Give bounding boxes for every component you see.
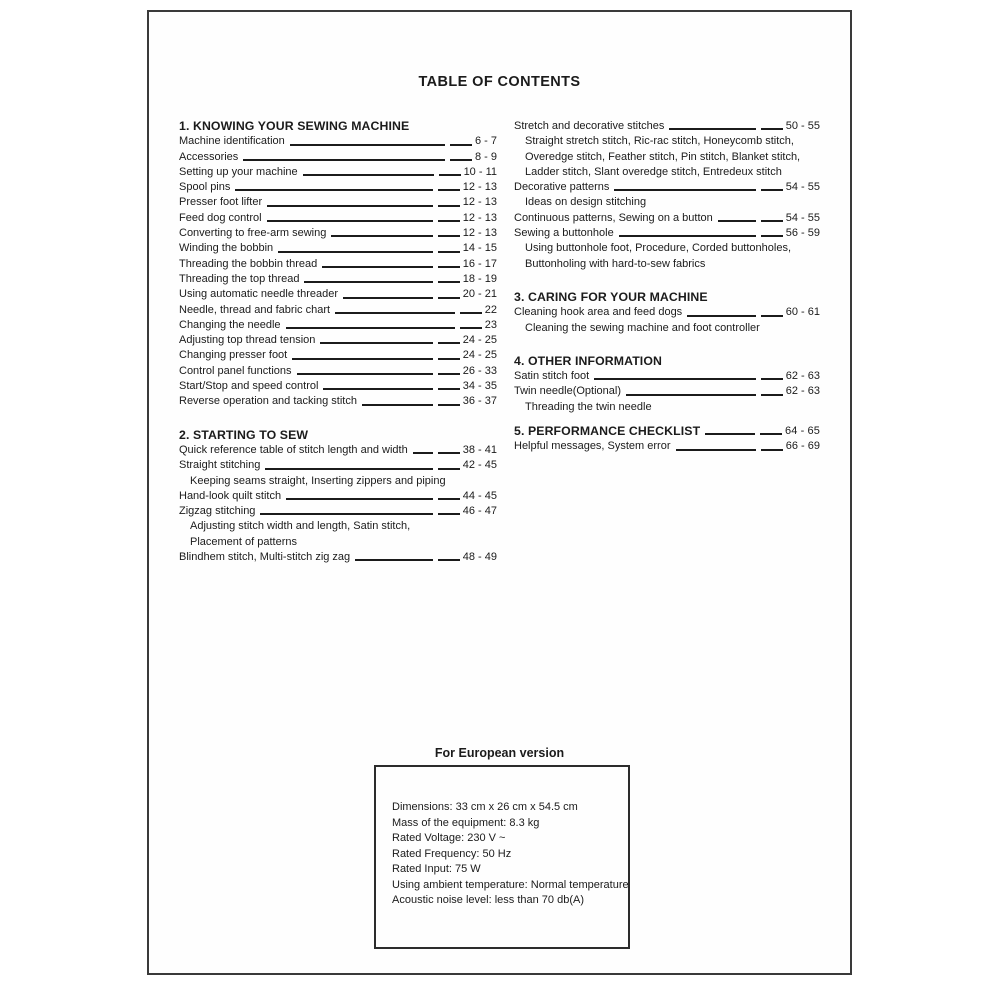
toc-entry [514, 257, 820, 272]
leader-line [260, 513, 459, 515]
page-numbers: 38 - 41 [462, 443, 497, 456]
toc-entry-label: Cleaning hook area and feed dogs [514, 306, 683, 319]
leader-line [297, 373, 460, 375]
toc-entry [514, 384, 820, 399]
toc-entry [179, 379, 497, 394]
toc-entry [179, 257, 497, 272]
toc-entry [179, 535, 497, 550]
leader-line [267, 220, 460, 222]
toc-entry [514, 150, 820, 165]
toc-entry-label: Control panel functions [179, 364, 292, 377]
leader-line [322, 266, 460, 268]
toc-entry [514, 439, 820, 454]
toc-entry-label: Ladder stitch, Slant overedge stitch, Entredeux stitch [525, 165, 782, 178]
page-numbers: 18 - 19 [462, 272, 497, 285]
toc-entry-label: Satin stitch foot [514, 370, 590, 383]
toc-entry-label: Using buttonhole foot, Procedure, Corded buttonholes, [525, 242, 792, 255]
page-numbers: 14 - 15 [462, 242, 497, 255]
toc-entry [179, 489, 497, 504]
page-numbers: 10 - 11 [463, 165, 497, 178]
toc-entry-label: Winding the bobbin [179, 242, 274, 255]
toc-entry [179, 550, 497, 565]
toc-entry [179, 226, 497, 241]
toc-entry-label: Changing presser foot [179, 349, 288, 362]
manual-page [147, 10, 852, 975]
toc-heading-label: 2. STARTING TO SEW [179, 427, 309, 442]
page-numbers: 46 - 47 [462, 505, 497, 518]
toc-entry-label: Setting up your machine [179, 165, 298, 178]
leader-line [594, 378, 783, 380]
toc-entry [514, 134, 820, 149]
toc-entry [179, 458, 497, 473]
leader-line [669, 128, 782, 130]
toc-entry-label: Threading the twin needle [525, 400, 652, 413]
page-numbers: 48 - 49 [462, 551, 497, 564]
toc-entry-label: Sewing a buttonhole [514, 227, 614, 240]
page-numbers: 20 - 21 [462, 288, 497, 301]
toc-entry-label: Zigzag stitching [179, 505, 256, 518]
toc-entry [179, 195, 497, 210]
page-numbers: 66 - 69 [785, 440, 820, 453]
toc-section-heading [514, 354, 820, 369]
leader-line [243, 159, 472, 161]
toc-entry-label: Straight stretch stitch, Ric-rac stitch, Honeycomb stitch, [525, 135, 794, 148]
toc-heading-label: 1. KNOWING YOUR SEWING MACHINE [179, 119, 410, 133]
leader-line [235, 189, 459, 191]
spec-line: Rated Voltage: 230 V ~ [392, 832, 506, 844]
leader-line [320, 342, 459, 344]
toc-entry-label: Continuous patterns, Sewing on a button [514, 211, 713, 224]
spec-line: Rated Input: 75 W [392, 863, 481, 875]
toc-entry-label: Stretch and decorative stitches [514, 120, 665, 132]
toc-entry [514, 195, 820, 210]
toc-section [179, 428, 497, 566]
toc-section-heading [514, 290, 820, 305]
toc-entry [179, 272, 497, 287]
toc-entry-label: Buttonholing with hard-to-sew fabrics [525, 257, 706, 270]
toc-section-heading [514, 424, 820, 439]
toc-entry [514, 180, 820, 195]
spec-line: Using ambient temperature: Normal temperature [392, 878, 629, 891]
toc-entry [179, 443, 497, 458]
toc-heading-label: 3. CARING FOR YOUR MACHINE [514, 289, 708, 304]
page-numbers: 50 - 55 [785, 120, 820, 132]
toc-entry-label: Blindhem stitch, Multi-stitch zig zag [179, 551, 351, 564]
toc-entry-label: Quick reference table of stitch length and width [179, 443, 408, 456]
toc-entry-label: Placement of patterns [190, 535, 298, 548]
toc-entry [179, 303, 497, 318]
leader-line [267, 205, 460, 207]
page-numbers: 44 - 45 [462, 489, 497, 502]
toc-entry [179, 318, 497, 333]
toc-entry [514, 165, 820, 180]
toc-entry [514, 321, 820, 336]
page-title: TABLE OF CONTENTS [418, 74, 581, 90]
page-numbers: 12 - 13 [462, 211, 497, 224]
toc-heading-label: 5. PERFORMANCE CHECKLIST [514, 424, 701, 439]
toc-entry [514, 119, 820, 134]
page-numbers: 12 - 13 [462, 181, 497, 194]
leader-line [676, 449, 783, 451]
toc-entry-label: Adjusting top thread tension [179, 334, 316, 347]
toc-entry-label: Accessories [179, 150, 239, 163]
toc-entry-label: Presser foot lifter [179, 196, 263, 209]
leader-line [303, 174, 461, 176]
leader-line [265, 468, 459, 470]
toc-entry [514, 241, 820, 256]
toc-entry-label: Using automatic needle threader [179, 288, 338, 301]
toc-entry-label: Threading the bobbin thread [179, 257, 318, 270]
leader-line [331, 235, 459, 237]
page-numbers: 54 - 55 [785, 181, 820, 194]
spec-line: Acoustic noise level: less than 70 db(A) [392, 894, 584, 906]
toc-section [514, 354, 820, 415]
leader-line [614, 189, 782, 191]
toc-entry [514, 226, 820, 241]
toc-entry [179, 241, 497, 256]
toc-entry [179, 180, 497, 195]
page-numbers: 23 [484, 318, 497, 331]
page-numbers: 12 - 13 [462, 196, 497, 209]
spec-line: Mass of the equipment: 8.3 kg [392, 816, 540, 829]
toc-section [514, 119, 820, 272]
page-numbers: 16 - 17 [462, 257, 497, 270]
toc-entry-label: Start/Stop and speed control [179, 380, 319, 393]
toc-entry-label: Keeping seams straight, Inserting zippers and piping [190, 474, 446, 487]
spec-line: Dimensions: 33 cm x 26 cm x 54.5 cm [392, 801, 578, 813]
toc-column-right [514, 119, 820, 455]
toc-entry [179, 333, 497, 348]
leader-line [290, 144, 472, 146]
leader-line [278, 251, 460, 253]
toc-entry [179, 287, 497, 302]
page-numbers: 34 - 35 [462, 380, 497, 393]
toc-entry [514, 400, 820, 415]
toc-entry-label: Ideas on design stitching [525, 196, 647, 209]
leader-line [343, 297, 460, 299]
page-numbers: 12 - 13 [462, 227, 497, 240]
spec-line: Rated Frequency: 50 Hz [392, 847, 512, 860]
page-numbers: 56 - 59 [785, 227, 820, 240]
page-numbers: 22 [484, 303, 497, 316]
leader-line [718, 220, 783, 222]
toc-entry [179, 394, 497, 409]
toc-entry [179, 364, 497, 379]
leader-line [619, 235, 783, 237]
toc-entry [179, 348, 497, 363]
leader-line [413, 452, 460, 454]
leader-line [705, 433, 782, 435]
toc-entry-label: Straight stitching [179, 459, 261, 472]
page-numbers: 60 - 61 [785, 306, 820, 319]
toc-entry-label: Threading the top thread [179, 272, 300, 285]
toc-entry-label: Hand-look quilt stitch [179, 489, 282, 502]
toc-section [514, 424, 820, 455]
toc-entry-label: Overedge stitch, Feather stitch, Pin stitch, Blanket stitch, [525, 150, 801, 163]
toc-entry-label: Helpful messages, System error [514, 440, 671, 453]
toc-entry-label: Decorative patterns [514, 181, 610, 194]
leader-line [335, 312, 482, 314]
toc-entry-label: Spool pins [179, 181, 231, 194]
toc-section [179, 119, 497, 410]
toc-entry-label: Adjusting stitch width and length, Satin stitch, [190, 520, 411, 533]
leader-line [626, 394, 783, 396]
toc-column-left [179, 119, 497, 565]
toc-entry-label: Twin needle(Optional) [514, 385, 622, 398]
toc-entry [514, 211, 820, 226]
toc-section-heading [179, 428, 497, 443]
toc-entry-label: Machine identification [179, 135, 285, 148]
toc-entry-label: Changing the needle [179, 318, 281, 331]
page-numbers: 24 - 25 [462, 334, 497, 347]
toc-entry-label: Reverse operation and tacking stitch [179, 395, 357, 408]
leader-line [292, 358, 460, 360]
toc-entry [514, 369, 820, 384]
toc-entry-label: Needle, thread and fabric chart [179, 303, 331, 316]
page-numbers: 24 - 25 [462, 349, 497, 362]
leader-line [286, 498, 460, 500]
page-numbers: 36 - 37 [462, 395, 497, 408]
toc-entry [514, 305, 820, 320]
european-version-title: For European version [434, 746, 565, 760]
page-numbers: 62 - 63 [785, 370, 820, 383]
toc-section-heading [179, 119, 497, 134]
page-numbers: 8 - 9 [474, 150, 497, 163]
page-numbers: 6 - 7 [474, 135, 497, 148]
page-numbers: 62 - 63 [785, 385, 820, 398]
leader-line [323, 388, 459, 390]
leader-line [355, 559, 460, 561]
page-numbers: 26 - 33 [462, 364, 497, 377]
toc-entry [179, 519, 497, 534]
toc-entry [179, 134, 497, 149]
toc-entry-label: Cleaning the sewing machine and foot controller [525, 321, 760, 334]
toc-entry [179, 504, 497, 519]
leader-line [286, 327, 482, 329]
page-numbers: 64 - 65 [785, 425, 820, 438]
leader-line [304, 281, 459, 283]
leader-line [362, 404, 460, 406]
toc-entry-label: Converting to free-arm sewing [179, 227, 327, 240]
toc-heading-label: 4. OTHER INFORMATION [514, 353, 662, 368]
toc-entry-label: Feed dog control [179, 211, 262, 224]
toc-entry [179, 165, 497, 180]
page-numbers: 54 - 55 [785, 211, 820, 224]
toc-section [514, 290, 820, 336]
toc-entry [179, 474, 497, 489]
toc-entry [179, 211, 497, 226]
toc-entry [179, 150, 497, 165]
european-spec-box [374, 765, 630, 949]
leader-line [687, 315, 783, 317]
page-numbers: 42 - 45 [462, 459, 497, 472]
